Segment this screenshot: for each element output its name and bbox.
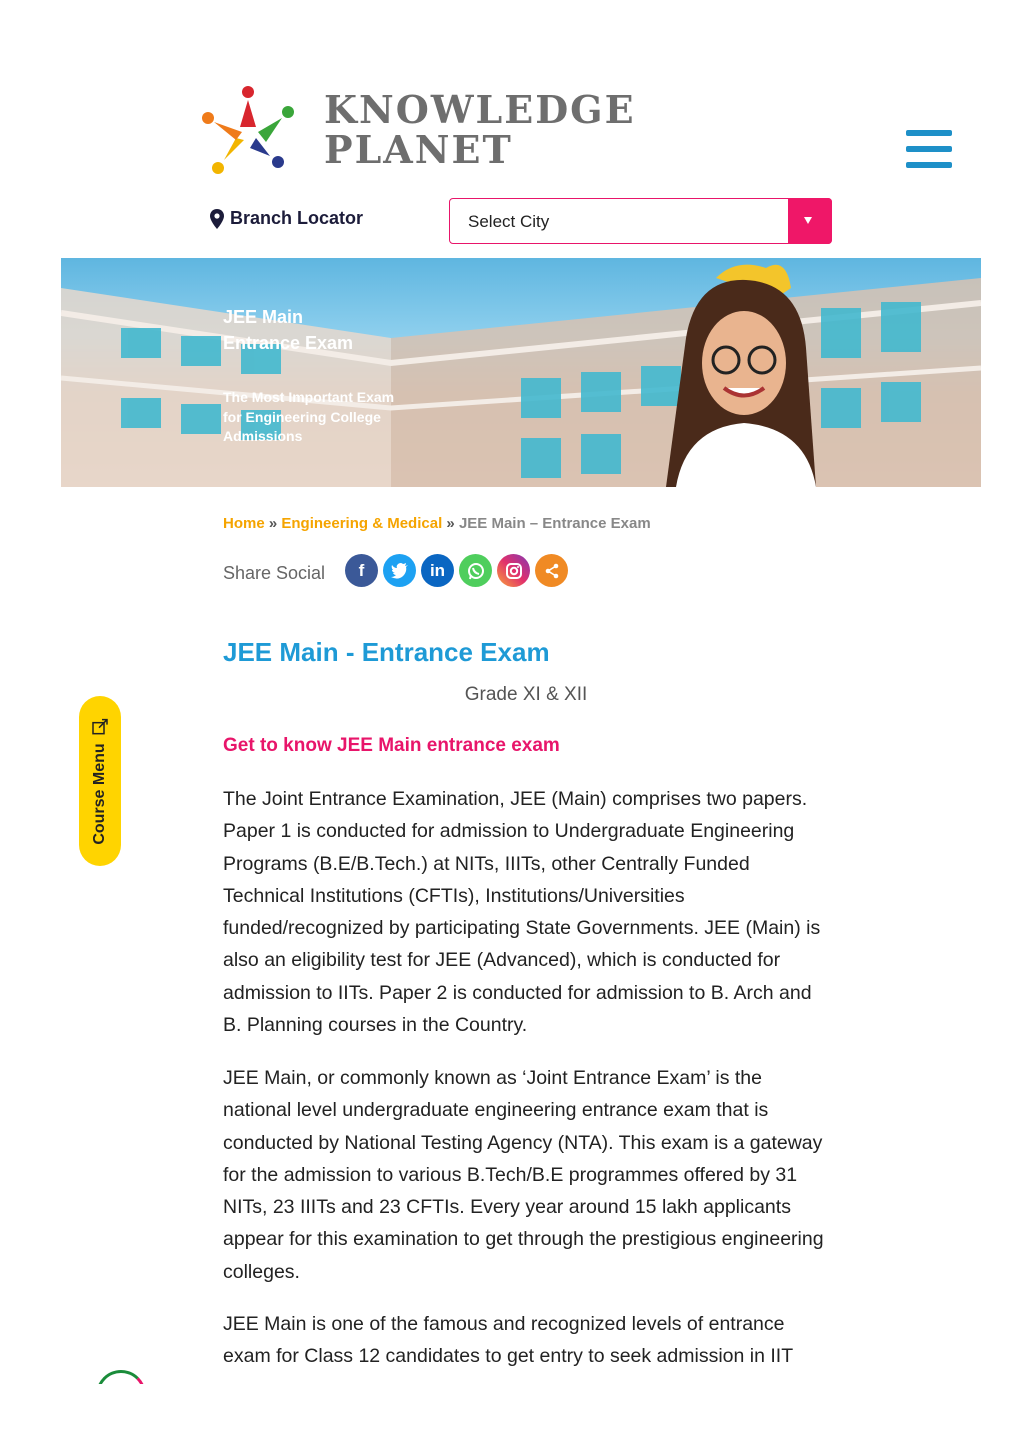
breadcrumb-current: JEE Main – Entrance Exam — [458, 515, 651, 532]
menu-toggle-icon[interactable] — [906, 130, 954, 170]
banner-subtitle: The Most Important Exam for Engineering College Admissions — [223, 389, 395, 444]
breadcrumb-home[interactable]: Home — [223, 515, 265, 532]
city-select[interactable] — [449, 198, 832, 244]
whatsapp-icon[interactable] — [459, 554, 492, 587]
twitter-icon[interactable] — [383, 554, 416, 587]
facebook-icon[interactable]: f — [345, 554, 378, 587]
student-photo — [616, 258, 856, 487]
external-open-icon — [91, 717, 109, 735]
dropdown-arrow-icon[interactable] — [788, 198, 832, 244]
site-logo[interactable] — [200, 82, 640, 182]
chat-widget-icon[interactable] — [96, 1370, 146, 1420]
branch-locator-label: Branch Locator — [230, 208, 364, 228]
grade-label: Grade XI & XII — [464, 684, 588, 705]
share-icon[interactable] — [535, 554, 568, 587]
city-select-value: Select City — [468, 212, 550, 231]
article-paragraph-1: The Joint Entrance Examination, JEE (Main) comprises two papers. Paper 1 is conducted for admission to Undergraduate Engineering Programs (B.E/B.Tech.) at NITs, IIITs, other Centrally Funded Technical Institutions (CFTIs), Institutions/Universities funded/recognized by participating State Governments. JEE (Main) is also an eligibility test for JEE (Advanced), which is conducted for admission to IITs. Paper 2 is conducted for admission to B. Arch and B. Planning courses in the Country. — [223, 788, 821, 1037]
section-heading: Get to know JEE Main entrance exam — [223, 735, 560, 756]
breadcrumb-separator: » — [268, 515, 278, 532]
banner-title: JEE Main Entrance Exam — [223, 307, 354, 353]
logo-mark-icon — [200, 82, 300, 182]
article-paragraph-2: JEE Main, or commonly known as ‘Joint Entrance Exam’ is the national level undergraduate engineering entrance exam that is conducted by National Testing Agency (NTA). This exam is a gateway for the admission to various B.Tech/B.E programmes offered by 31 NITs, 23 IIITs and 23 CFTIs. Every year around 15 lakh applicants appear for this examination to get through the prestigious engineering colleges. — [223, 1067, 824, 1283]
branch-locator[interactable] — [210, 208, 363, 229]
linkedin-icon[interactable]: in — [421, 554, 454, 587]
map-pin-icon — [210, 209, 224, 229]
breadcrumb-separator: » — [446, 515, 455, 532]
instagram-icon[interactable] — [497, 554, 530, 587]
article-paragraph-3: JEE Main is one of the famous and recognized levels of entrance exam for Class 12 candidates to get entry to seek admission in IIT — [223, 1313, 794, 1368]
page-title: JEE Main - Entrance Exam — [223, 637, 550, 667]
course-menu-label: Course Menu — [91, 743, 108, 845]
course-menu-button[interactable] — [79, 696, 121, 866]
hero-banner — [61, 258, 981, 487]
breadcrumb-category[interactable]: Engineering & Medical — [281, 515, 443, 532]
breadcrumb — [223, 515, 651, 532]
social-share-bar — [345, 554, 568, 587]
share-label: Share Social — [223, 563, 326, 583]
brand-name: KNOWLEDGE PLANET — [324, 87, 636, 172]
